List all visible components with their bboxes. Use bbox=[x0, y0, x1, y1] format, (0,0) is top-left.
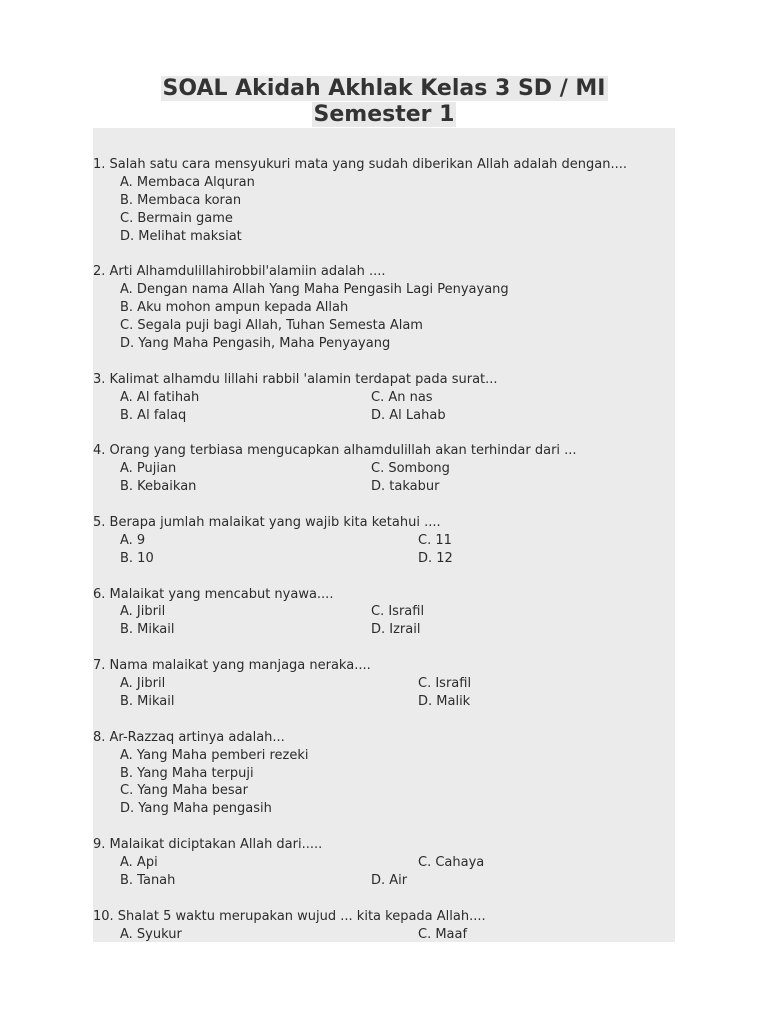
option-c: C. Sombong bbox=[371, 461, 450, 477]
option-b: B. 10 bbox=[120, 550, 154, 566]
question-text: 6. Malaikat yang mencabut nyawa.... bbox=[93, 586, 334, 602]
option-row bbox=[93, 478, 675, 496]
option-c: C. Yang Maha besar bbox=[120, 783, 248, 799]
option-b: B. Kebaikan bbox=[120, 479, 197, 495]
option-row bbox=[93, 550, 675, 568]
option-d: D. takabur bbox=[371, 479, 440, 495]
option-a: A. 9 bbox=[120, 532, 146, 548]
option-b: B. Tanah bbox=[120, 872, 176, 888]
title-line-2: Semester 1 bbox=[313, 102, 455, 127]
option-row bbox=[93, 872, 675, 890]
option-a: A. Syukur bbox=[120, 926, 182, 942]
option-a: A. Jibril bbox=[120, 604, 166, 620]
option-a: A. Jibril bbox=[120, 676, 166, 692]
option-a: A. Api bbox=[120, 855, 158, 871]
question-1 bbox=[93, 156, 675, 246]
option-a: A. Dengan nama Allah Yang Maha Pengasih Lagi Penyayang bbox=[120, 282, 509, 298]
option-row bbox=[93, 532, 675, 550]
option-d: D. Melihat maksiat bbox=[120, 228, 242, 244]
question-3 bbox=[93, 371, 675, 425]
question-sheet bbox=[93, 128, 675, 942]
option-d: D. Yang Maha pengasih bbox=[120, 801, 272, 817]
option-c: C. Bermain game bbox=[120, 210, 233, 226]
question-list bbox=[93, 156, 675, 942]
option-row bbox=[93, 603, 675, 621]
question-8 bbox=[93, 729, 675, 819]
question-6 bbox=[93, 586, 675, 640]
question-5 bbox=[93, 514, 675, 568]
option-d: D. 12 bbox=[418, 550, 453, 566]
option-row bbox=[93, 389, 675, 407]
option-b: B. Aku mohon ampun kepada Allah bbox=[120, 300, 349, 316]
option-d: D. Al Lahab bbox=[371, 407, 446, 423]
option-b: B. Al falaq bbox=[120, 407, 187, 423]
option-d: D. Malik bbox=[418, 693, 471, 709]
option-row bbox=[93, 926, 675, 942]
option-b: B. Yang Maha terpuji bbox=[120, 765, 254, 781]
question-text: 10. Shalat 5 waktu merupakan wujud ... kita kepada Allah.... bbox=[93, 908, 486, 924]
option-b: B. Mikail bbox=[120, 693, 175, 709]
question-text: 5. Berapa jumlah malaikat yang wajib kita ketahui .... bbox=[93, 515, 441, 530]
option-row bbox=[93, 693, 675, 711]
option-b: B. Mikail bbox=[120, 622, 175, 638]
question-text: 3. Kalimat alhamdu lillahi rabbil 'alamin terdapat pada surat... bbox=[93, 371, 498, 387]
option-d: D. Air bbox=[371, 872, 408, 888]
option-c: C. Israfil bbox=[418, 676, 472, 692]
question-text: 9. Malaikat diciptakan Allah dari..... bbox=[93, 837, 323, 853]
option-c: C. Maaf bbox=[418, 926, 468, 942]
option-a: A. Yang Maha pemberi rezeki bbox=[120, 747, 309, 763]
option-b: B. Membaca koran bbox=[120, 192, 242, 208]
option-c: C. Israfil bbox=[371, 604, 425, 620]
option-d: D. Izrail bbox=[371, 622, 421, 638]
title-line-1: SOAL Akidah Akhlak Kelas 3 SD / MI bbox=[162, 76, 606, 101]
option-c: C. An nas bbox=[371, 389, 433, 405]
question-10 bbox=[93, 908, 675, 942]
option-row bbox=[93, 407, 675, 425]
option-a: A. Pujian bbox=[120, 461, 177, 477]
option-row bbox=[93, 621, 675, 639]
option-c: C. Cahaya bbox=[418, 855, 485, 871]
option-row bbox=[93, 460, 675, 478]
option-a: A. Al fatihah bbox=[120, 389, 200, 405]
question-text: 4. Orang yang terbiasa mengucapkan alhamdulillah akan terhindar dari ... bbox=[93, 443, 577, 459]
option-row bbox=[93, 854, 675, 872]
document-title bbox=[0, 76, 768, 128]
question-text: 8. Ar-Razzaq artinya adalah... bbox=[93, 729, 285, 745]
option-c: C. 11 bbox=[418, 532, 452, 548]
question-text: 1. Salah satu cara mensyukuri mata yang sudah diberikan Allah adalah dengan.... bbox=[93, 157, 628, 172]
option-row bbox=[93, 675, 675, 693]
option-a: A. Membaca Alquran bbox=[120, 174, 255, 190]
question-text: 2. Arti Alhamdulillahirobbil'alamiin adalah .... bbox=[93, 264, 386, 280]
question-4 bbox=[93, 442, 675, 496]
question-2 bbox=[93, 263, 675, 353]
option-c: C. Segala puji bagi Allah, Tuhan Semesta Alam bbox=[120, 318, 423, 334]
question-9 bbox=[93, 836, 675, 890]
question-text: 7. Nama malaikat yang manjaga neraka.... bbox=[93, 658, 371, 674]
option-d: D. Yang Maha Pengasih, Maha Penyayang bbox=[120, 336, 391, 352]
question-7 bbox=[93, 657, 675, 711]
